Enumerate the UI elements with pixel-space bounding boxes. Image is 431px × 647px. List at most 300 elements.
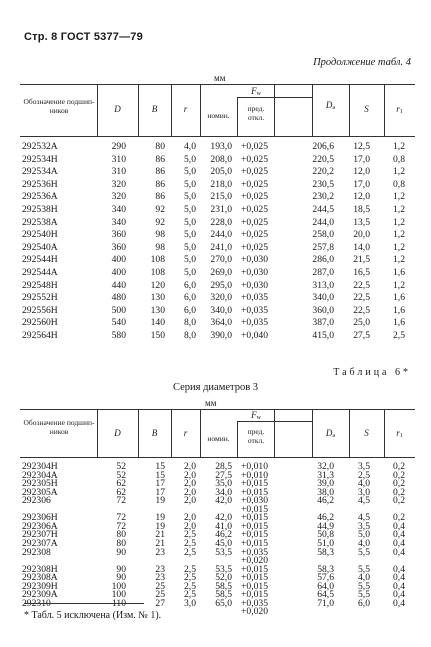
cell-r1: 0,2	[393, 469, 405, 481]
cell-r1: 1,2	[393, 241, 405, 253]
header-Da-subscript: a	[332, 433, 336, 439]
cell-s: 18,5	[353, 204, 370, 215]
cell-d: 292540А	[22, 241, 58, 253]
cell-dev: +0,015	[241, 478, 268, 490]
cell-s: 4,5	[358, 495, 370, 507]
cell-B: 86	[155, 166, 165, 178]
cell-fw: 46,2	[215, 529, 232, 541]
cell-da: 340,0	[312, 292, 334, 304]
cell-s: 4,0	[358, 478, 370, 490]
cell-dev: +0,025	[241, 153, 268, 165]
cell-r1: 0,8	[393, 178, 405, 190]
cell-D: 90	[116, 546, 126, 558]
header-B: B	[151, 428, 158, 438]
cell-s: 12,5	[353, 141, 370, 152]
cell-r: 2,0	[184, 469, 196, 481]
cell-d: 292536Н	[22, 178, 58, 190]
cell-D: 400	[111, 254, 126, 266]
unit-label: мм	[205, 398, 217, 408]
cell-r1: 0,4	[393, 597, 405, 609]
cell-fw: 58,5	[215, 589, 232, 601]
cell-r1: 0,4	[393, 580, 405, 592]
cell-r: 2,0	[184, 495, 196, 507]
cell-r: 5,0	[184, 166, 196, 178]
cell-B: 15	[155, 461, 165, 472]
cell-s: 13,5	[353, 216, 370, 228]
table-row	[20, 230, 415, 240]
cell-r: 5,0	[184, 267, 196, 278]
cell-r: 5,0	[184, 216, 196, 228]
cell-B: 15	[155, 469, 165, 481]
cell-d: 292540Н	[22, 229, 58, 241]
cell-D: 320	[111, 178, 126, 190]
cell-r1: 1,2	[393, 254, 405, 266]
cell-B: 130	[150, 292, 165, 304]
cell-da: 220,5	[312, 153, 334, 165]
cell-da: 64,0	[317, 580, 334, 592]
cell-da: 230,2	[312, 191, 334, 203]
cell-D: 340	[111, 204, 126, 215]
cell-D: 540	[111, 317, 126, 329]
cell-dev: +0,015	[241, 520, 268, 532]
cell-r1: 0,2	[393, 495, 405, 507]
cell-r1: 0,4	[393, 529, 405, 541]
table-row	[20, 180, 415, 190]
page-header: Стр. 8 ГОСТ 5377—79	[24, 31, 143, 43]
cell-r: 2,0	[184, 486, 196, 498]
table-row	[20, 155, 415, 165]
cell-da: 50,8	[317, 529, 334, 541]
cell-B: 19	[155, 512, 165, 524]
header-S: S	[364, 104, 369, 114]
cell-dev: +0,015	[241, 580, 268, 592]
cell-da: 313,0	[312, 279, 334, 291]
table-row	[20, 293, 415, 303]
cell-D: 80	[116, 529, 126, 541]
cell-da: 57,6	[317, 572, 334, 584]
cell-r: 2,5	[184, 580, 196, 592]
cell-da: 51,0	[317, 537, 334, 549]
cell-s: 3,5	[358, 520, 370, 532]
cell-s: 3,0	[358, 486, 370, 498]
cell-r1: 0,8	[393, 153, 405, 165]
cell-r1: 1,6	[393, 267, 405, 278]
table-row	[20, 268, 415, 278]
cell-d: 292305Н	[22, 478, 58, 490]
cell-B: 19	[155, 520, 165, 532]
table-row	[20, 255, 415, 265]
cell-s: 14,0	[353, 241, 370, 253]
cell-r: 8,0	[184, 317, 196, 329]
cell-r: 5,0	[184, 254, 196, 266]
cell-fw: 390,0	[210, 330, 232, 341]
cell-r1: 2,5	[393, 330, 405, 341]
cell-D: 310	[111, 153, 126, 165]
cell-D: 52	[116, 461, 126, 472]
cell-B: 108	[150, 267, 165, 278]
cell-d: 292306А	[22, 520, 58, 532]
cell-r: 6,0	[184, 292, 196, 304]
cell-s: 5,5	[358, 546, 370, 558]
cell-s: 5,5	[358, 580, 370, 592]
footnote-rule	[24, 603, 144, 604]
cell-fw: 27,5	[215, 469, 232, 481]
cell-dev: +0,015	[241, 537, 268, 549]
cell-r1: 1,2	[393, 216, 405, 228]
cell-D: 340	[111, 216, 126, 228]
cell-s: 22,5	[353, 279, 370, 291]
cell-da: 287,0	[312, 267, 334, 278]
cell-da: 387,0	[312, 317, 334, 329]
cell-dev: +0,030	[241, 279, 268, 291]
cell-dev: +0,025	[241, 191, 268, 203]
cell-da: 244,0	[312, 216, 334, 228]
cell-s: 17,0	[353, 178, 370, 190]
header-deviation: пред. откл.	[247, 104, 265, 122]
table-row	[20, 142, 415, 152]
cell-dev: +0,040	[241, 330, 268, 341]
cell-D: 110	[111, 597, 126, 609]
header-B: B	[151, 104, 158, 114]
cell-r: 5,0	[184, 191, 196, 203]
cell-d: 292534А	[22, 166, 58, 178]
cell-D: 580	[111, 330, 126, 341]
table-row	[20, 318, 415, 328]
cell-dev: +0,015	[241, 529, 268, 541]
table-row	[20, 306, 415, 316]
cell-s: 25,0	[353, 317, 370, 329]
table-rule	[20, 457, 415, 458]
cell-B: 130	[150, 304, 165, 316]
cell-dev: +0,025	[241, 241, 268, 253]
cell-da: 31,3	[317, 469, 334, 481]
cell-dev: +0,030	[241, 267, 268, 278]
cell-fw: 52,0	[215, 572, 232, 584]
cell-dev: +0,035	[241, 292, 268, 304]
cell-d: 292307Н	[22, 529, 58, 541]
cell-r: 2,0	[184, 461, 196, 472]
cell-da: 257,8	[312, 241, 334, 253]
cell-s: 12,0	[353, 166, 370, 178]
header-Fw-symbol: F	[251, 86, 257, 96]
cell-r1: 1,2	[393, 141, 405, 152]
header-Fw-subscript: w	[256, 91, 261, 97]
cell-da: 206,6	[312, 141, 334, 152]
cell-da: 46,2	[317, 512, 334, 524]
cell-da: 38,0	[317, 486, 334, 498]
cell-d: 292534Н	[22, 153, 58, 165]
cell-dev: +0,035	[241, 597, 268, 609]
cell-da: 286,0	[312, 254, 334, 266]
cell-D: 100	[111, 580, 126, 592]
cell-d: 292304А	[22, 469, 58, 481]
cell-r1: 1,2	[393, 229, 405, 241]
cell-r: 5,0	[184, 153, 196, 165]
cell-D: 360	[111, 241, 126, 253]
cell-da: 64,5	[317, 589, 334, 601]
cell-fw: 208,0	[210, 153, 232, 165]
cell-B: 21	[155, 537, 165, 549]
cell-D: 52	[116, 469, 126, 481]
cell-d: 292306Н	[22, 512, 58, 524]
cell-r: 5,0	[184, 178, 196, 190]
cell-r1: 0,4	[393, 589, 405, 601]
cell-da: 46,2	[317, 495, 334, 507]
cell-dev: +0,025	[241, 216, 268, 228]
cell-B: 21	[155, 529, 165, 541]
cell-da: 39,0	[317, 478, 334, 490]
cell-D: 72	[116, 512, 126, 524]
cell-fw: 42,0	[215, 512, 232, 524]
cell-dev: +0,015	[241, 589, 268, 601]
cell-r1: 0,2	[393, 486, 405, 498]
cell-dev: +0,035	[241, 304, 268, 316]
cell-fw: 241,0	[210, 241, 232, 253]
cell-s: 2,5	[358, 469, 370, 481]
cell-fw: 45,0	[215, 537, 232, 549]
cell-da: 71,0	[317, 597, 334, 609]
cell-B: 23	[155, 563, 165, 575]
cell-da: 415,0	[312, 330, 334, 341]
cell-dev: +0,030	[241, 254, 268, 266]
cell-D: 310	[111, 166, 126, 178]
cell-dev: +0,015	[241, 572, 268, 584]
cell-r1: 1,6	[393, 317, 405, 329]
header-r1	[384, 428, 415, 439]
cell-dev: +0,015	[241, 512, 268, 524]
header-D: D	[114, 428, 121, 438]
cell-dev: +0,025	[241, 141, 268, 152]
cell-fw: 53,5	[215, 546, 232, 558]
cell-fw: 28,5	[215, 461, 232, 472]
cell-s: 22,5	[353, 292, 370, 304]
cell-d: 292305А	[22, 486, 58, 498]
cell-D: 90	[116, 572, 126, 584]
cell-D: 400	[111, 267, 126, 278]
cell-d: 292309А	[22, 589, 58, 601]
table-row	[20, 167, 415, 177]
cell-fw: 42,0	[215, 495, 232, 507]
cell-D: 480	[111, 292, 126, 304]
cell-dev: +0,035	[241, 546, 268, 558]
header-r: r	[183, 428, 188, 438]
cell-d: 292308	[22, 546, 51, 558]
cell-B: 120	[150, 279, 165, 291]
header-r1-subscript: 1	[399, 109, 403, 115]
cell-r1: 1,6	[393, 292, 405, 304]
cell-da: 220,2	[312, 166, 334, 178]
cell-r: 2,5	[184, 563, 196, 575]
table-row	[20, 205, 415, 215]
table-row	[20, 331, 415, 341]
cell-da: 360,0	[312, 304, 334, 316]
cell-D: 440	[111, 279, 126, 291]
cell-dev: +0,015	[241, 503, 268, 515]
header-Da	[312, 100, 349, 111]
cell-d: 292306	[22, 495, 51, 507]
cell-s: 4,0	[358, 537, 370, 549]
cell-dev: +0,020	[241, 606, 268, 618]
cell-dev: +0,025	[241, 166, 268, 178]
cell-r1: 0,4	[393, 520, 405, 532]
cell-s: 12,0	[353, 191, 370, 203]
cell-B: 140	[150, 317, 165, 329]
cell-s: 3,5	[358, 461, 370, 472]
cell-dev: +0,015	[241, 563, 268, 575]
cell-da: 44,9	[317, 520, 334, 532]
table-rule	[237, 97, 238, 136]
header-r1-symbol: r	[396, 428, 400, 438]
cell-s: 5,5	[358, 589, 370, 601]
cell-da: 32,0	[317, 461, 334, 472]
cell-d: 292308А	[22, 572, 58, 584]
cell-r: 2,5	[184, 537, 196, 549]
cell-fw: 244,0	[210, 229, 232, 241]
cell-da: 244,5	[312, 204, 334, 215]
cell-s: 16,5	[353, 267, 370, 278]
cell-d: 292536А	[22, 191, 58, 203]
header-r: r	[183, 104, 188, 114]
cell-r: 2,0	[184, 512, 196, 524]
cell-B: 98	[155, 229, 165, 241]
header-Da-subscript: a	[332, 105, 336, 111]
cell-r: 3,0	[184, 597, 196, 609]
cell-r1: 0,4	[393, 563, 405, 575]
cell-fw: 34,0	[215, 486, 232, 498]
table-rule	[20, 84, 415, 85]
cell-B: 92	[155, 216, 165, 228]
cell-s: 5,0	[358, 529, 370, 541]
cell-d: 292538А	[22, 216, 58, 228]
cell-da: 230,5	[312, 178, 334, 190]
cell-s: 21,5	[353, 254, 370, 266]
header-deviation: пред. откл.	[247, 427, 265, 445]
header-S: S	[364, 428, 369, 438]
cell-r: 6,0	[184, 279, 196, 291]
cell-d: 292307А	[22, 537, 58, 549]
cell-D: 80	[116, 537, 126, 549]
cell-d: 292538Н	[22, 204, 58, 215]
cell-r: 5,0	[184, 241, 196, 253]
cell-fw: 205,0	[210, 166, 232, 178]
cell-B: 98	[155, 241, 165, 253]
cell-B: 150	[150, 330, 165, 341]
cell-r: 8,0	[184, 330, 196, 341]
cell-da: 58,3	[317, 546, 334, 558]
cell-r: 5,0	[184, 229, 196, 241]
cell-s: 4,0	[358, 572, 370, 584]
table-continuation-caption: Продолжение табл. 4	[313, 57, 411, 68]
cell-r: 2,0	[184, 520, 196, 532]
cell-D: 290	[111, 141, 126, 152]
table-row	[20, 243, 415, 253]
cell-d: 292552Н	[22, 292, 58, 304]
cell-d: 292532А	[22, 141, 58, 152]
cell-D: 100	[111, 589, 126, 601]
cell-r: 6,0	[184, 304, 196, 316]
cell-dev: +0,010	[241, 461, 268, 472]
cell-fw: 41,0	[215, 520, 232, 532]
cell-da: 58,3	[317, 563, 334, 575]
cell-d: 292544А	[22, 267, 58, 278]
cell-B: 23	[155, 546, 165, 558]
cell-r: 2,5	[184, 589, 196, 601]
cell-r: 2,5	[184, 572, 196, 584]
cell-D: 62	[116, 478, 126, 490]
cell-r: 2,5	[184, 529, 196, 541]
cell-dev: +0,020	[241, 555, 268, 567]
cell-fw: 228,0	[210, 216, 232, 228]
cell-D: 62	[116, 486, 126, 498]
cell-r: 2,5	[184, 546, 196, 558]
cell-B: 17	[155, 478, 165, 490]
cell-d: 292304Н	[22, 461, 58, 472]
cell-r1: 1,2	[393, 166, 405, 178]
header-Fw	[200, 410, 312, 421]
cell-fw: 270,0	[210, 254, 232, 266]
cell-d: 292564Н	[22, 330, 58, 341]
header-Fw-subscript: w	[256, 415, 261, 421]
table-row	[20, 218, 415, 228]
header-D: D	[114, 104, 121, 114]
table-row	[20, 192, 415, 202]
cell-D: 72	[116, 495, 126, 507]
cell-fw: 340,0	[210, 304, 232, 316]
header-designation: Обозначение подшип-ников	[23, 418, 95, 436]
header-Fw	[200, 86, 312, 97]
cell-dev: +0,035	[241, 317, 268, 329]
cell-fw: 58,5	[215, 580, 232, 592]
cell-fw: 269,0	[210, 267, 232, 278]
table-rule	[20, 136, 415, 137]
cell-d: 292309Н	[22, 580, 58, 592]
cell-fw: 218,0	[210, 178, 232, 190]
cell-B: 17	[155, 486, 165, 498]
header-Da-symbol: D	[325, 100, 333, 110]
cell-r1: 1,2	[393, 191, 405, 203]
cell-fw: 364,0	[210, 317, 232, 329]
cell-B: 86	[155, 153, 165, 165]
cell-d: 292310	[22, 597, 51, 609]
header-Da	[312, 428, 349, 439]
cell-B: 92	[155, 204, 165, 215]
cell-dev: +0,015	[241, 486, 268, 498]
cell-fw: 231,0	[210, 204, 232, 215]
cell-dev: +0,030	[241, 495, 268, 507]
cell-s: 5,5	[358, 563, 370, 575]
cell-B: 108	[150, 254, 165, 266]
cell-B: 86	[155, 191, 165, 203]
cell-r1: 1,2	[393, 279, 405, 291]
header-Da-symbol: D	[325, 428, 333, 438]
cell-fw: 53,5	[215, 563, 232, 575]
table-rule	[237, 421, 238, 457]
cell-dev: +0,025	[241, 229, 268, 241]
cell-D: 320	[111, 191, 126, 203]
cell-d: 292308Н	[22, 563, 58, 575]
cell-s: 22,5	[353, 304, 370, 316]
cell-r1: 1,2	[393, 204, 405, 215]
header-r1-subscript: 1	[399, 433, 403, 439]
cell-r1: 1,6	[393, 304, 405, 316]
cell-B: 23	[155, 572, 165, 584]
cell-dev: +0,025	[241, 178, 268, 190]
cell-r: 2,0	[184, 478, 196, 490]
cell-fw: 35,0	[215, 478, 232, 490]
cell-fw: 65,0	[215, 597, 232, 609]
cell-D: 90	[116, 563, 126, 575]
cell-s: 6,0	[358, 597, 370, 609]
